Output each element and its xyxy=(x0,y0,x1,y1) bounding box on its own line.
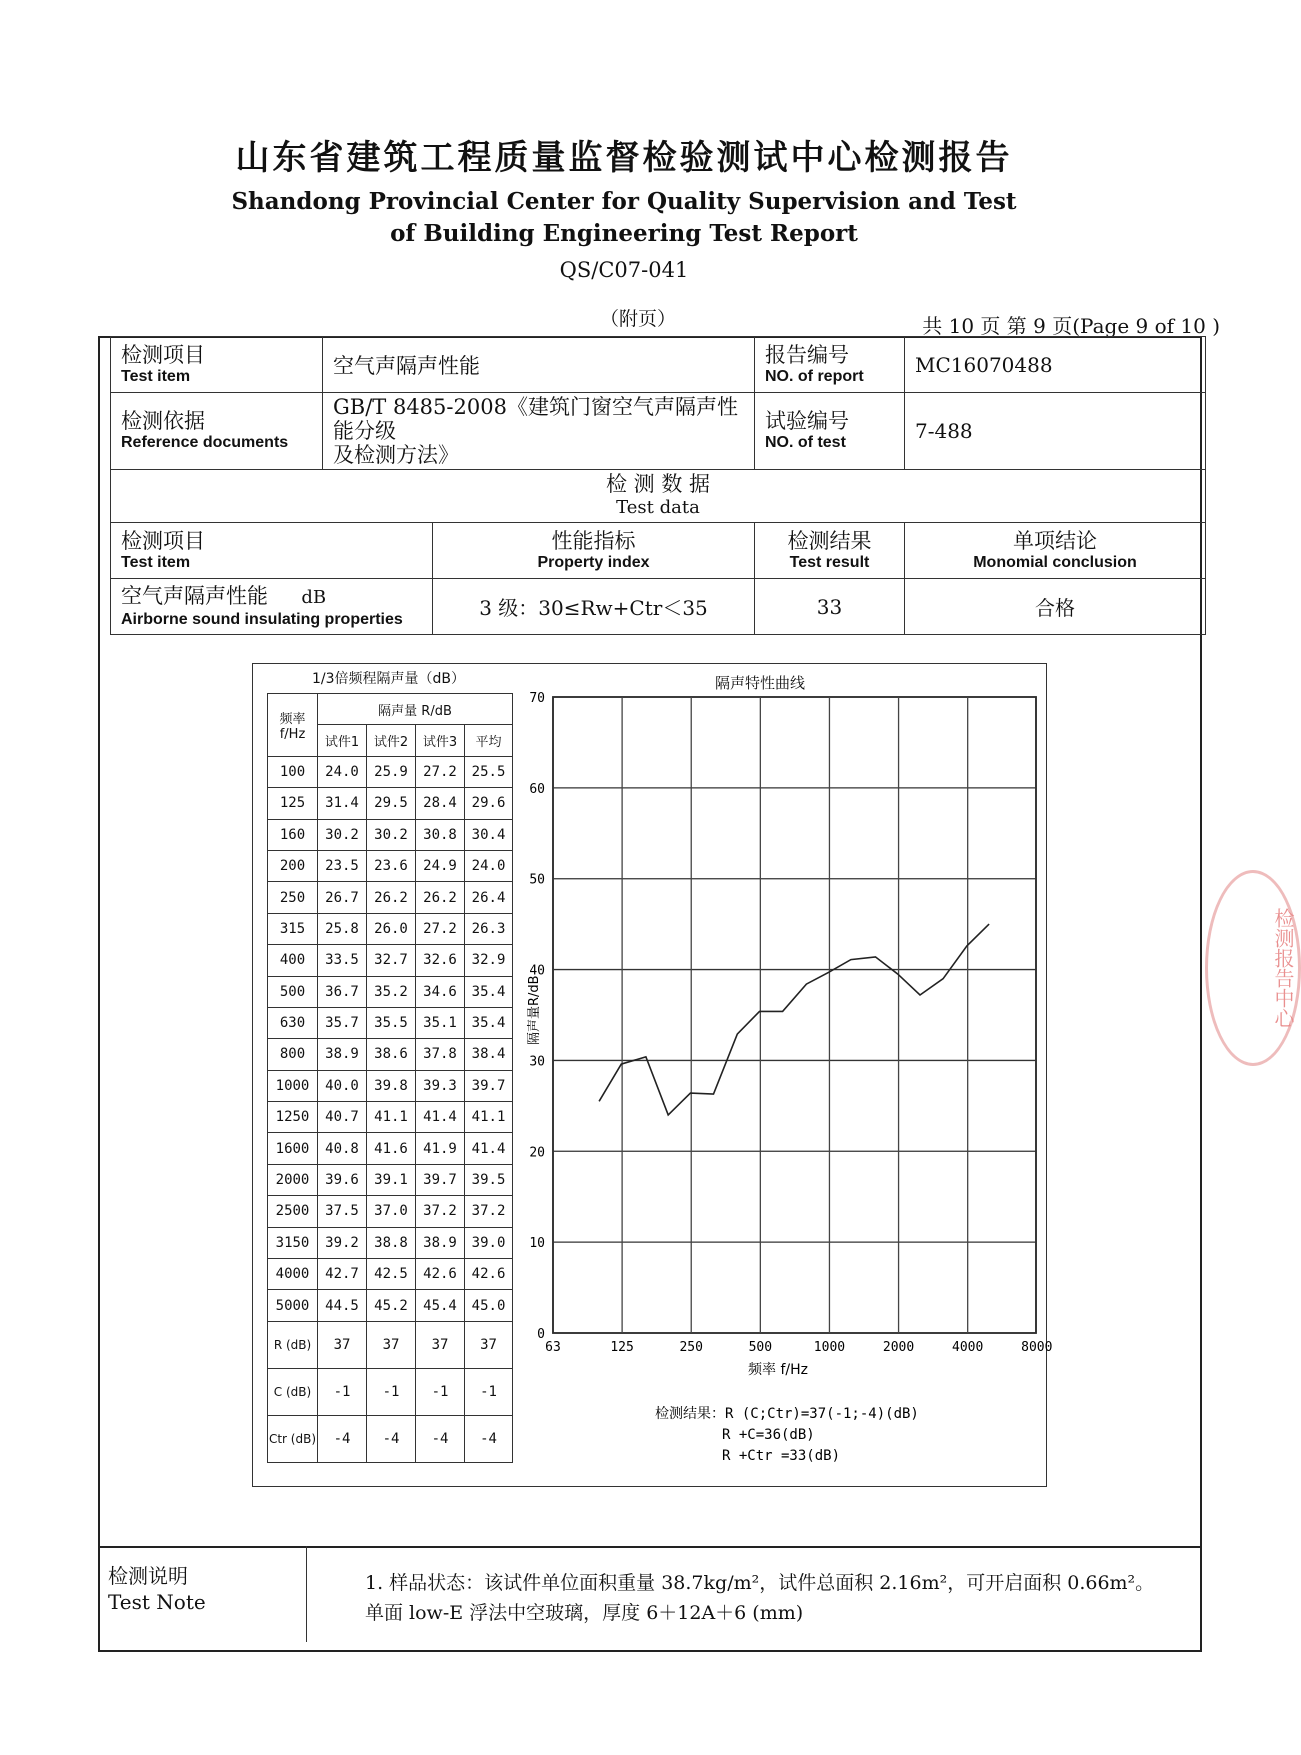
value-cell: 26.2 xyxy=(416,882,465,913)
value-cell: 35.1 xyxy=(416,1007,465,1038)
col-sample-1: 试件1 xyxy=(318,725,367,756)
value-cell: 39.7 xyxy=(416,1164,465,1195)
report-no-label: 报告编号 NO. of report xyxy=(755,337,905,393)
official-seal: 检测报告中心 xyxy=(1205,870,1301,1066)
value-cell: 40.8 xyxy=(318,1133,367,1164)
value-cell: 30.2 xyxy=(367,819,416,850)
value-cell: 35.4 xyxy=(465,1007,513,1038)
y-tick-label: 50 xyxy=(529,872,545,888)
value-cell: 41.9 xyxy=(416,1133,465,1164)
report-title-en-1: Shandong Provincial Center for Quality Supervision and Test xyxy=(231,188,1017,215)
x-tick-label: 8000 xyxy=(1021,1340,1053,1355)
summary-label: Ctr (dB) xyxy=(268,1415,318,1462)
x-tick-label: 500 xyxy=(748,1340,773,1355)
value-cell: 23.6 xyxy=(367,850,416,881)
frequency-cell: 5000 xyxy=(268,1290,318,1321)
reference-value: GB/T 8485-2008《建筑门窗空气声隔声性能分级 及检测方法》 xyxy=(323,393,755,470)
value-cell: 26.3 xyxy=(465,913,513,944)
y-tick-label: 60 xyxy=(529,781,545,797)
frequency-cell: 160 xyxy=(268,819,318,850)
value-cell: 26.7 xyxy=(318,882,367,913)
row-property-index: 3 级：30≤Rw+Ctr＜35 xyxy=(433,579,755,635)
value-cell: 34.6 xyxy=(416,976,465,1007)
summary-value: -4 xyxy=(318,1415,367,1462)
frequency-cell: 500 xyxy=(268,976,318,1007)
frequency-cell: 400 xyxy=(268,945,318,976)
frequency-cell: 800 xyxy=(268,1039,318,1070)
col-property-index: 性能指标 Property index xyxy=(433,523,755,579)
value-cell: 41.1 xyxy=(367,1102,416,1133)
summary-value: -4 xyxy=(465,1415,513,1462)
frequency-cell: 100 xyxy=(268,756,318,787)
value-cell: 37.5 xyxy=(318,1196,367,1227)
frequency-table-title: 1/3倍频程隔声量（dB） xyxy=(312,671,466,687)
summary-value: -1 xyxy=(318,1368,367,1415)
value-cell: 39.2 xyxy=(318,1227,367,1258)
x-axis-label: 频率 f/Hz xyxy=(748,1362,808,1378)
frequency-cell: 2000 xyxy=(268,1164,318,1195)
x-tick-label: 63 xyxy=(545,1340,561,1355)
col-insulation: 隔声量 R/dB xyxy=(318,694,513,725)
y-tick-label: 70 xyxy=(529,691,545,706)
value-cell: 24.0 xyxy=(465,850,513,881)
note-label: 检测说明 Test Note xyxy=(108,1564,206,1614)
value-cell: 30.2 xyxy=(318,819,367,850)
value-cell: 45.4 xyxy=(416,1290,465,1321)
x-tick-label: 1000 xyxy=(813,1340,846,1355)
summary-label: R (dB) xyxy=(268,1321,318,1368)
page-counter: 共 10 页 第 9 页(Page 9 of 10 ) xyxy=(922,314,1220,338)
chart-title: 隔声特性曲线 xyxy=(715,674,806,692)
note-text: 1. 样品状态：该试件单位面积重量 38.7kg/m²，试件总面积 2.16m²，可开启面积 0.66m²。 单面 low-E 浮法中空玻璃，厚度 6＋12A＋6 (mm) xyxy=(365,1572,1155,1624)
result-line-1: 检测结果：R (C;Ctr)=37(-1;-4)(dB) xyxy=(655,1406,919,1422)
y-tick-label: 0 xyxy=(537,1327,545,1342)
result-line-3: R +Ctr =33(dB) xyxy=(722,1448,841,1464)
row-conclusion: 合格 xyxy=(905,579,1206,635)
summary-value: -1 xyxy=(416,1368,465,1415)
row-test-result: 33 xyxy=(755,579,905,635)
value-cell: 26.4 xyxy=(465,882,513,913)
value-cell: 41.4 xyxy=(465,1133,513,1164)
value-cell: 37.8 xyxy=(416,1039,465,1070)
row-test-item: 空气声隔声性能 dB Airborne sound insulating properties xyxy=(111,579,433,635)
value-cell: 42.7 xyxy=(318,1259,367,1290)
report-title-en-2: of Building Engineering Test Report xyxy=(390,220,858,247)
value-cell: 35.7 xyxy=(318,1007,367,1038)
value-cell: 37.0 xyxy=(367,1196,416,1227)
value-cell: 39.7 xyxy=(465,1070,513,1101)
value-cell: 33.5 xyxy=(318,945,367,976)
value-cell: 27.2 xyxy=(416,756,465,787)
value-cell: 38.9 xyxy=(318,1039,367,1070)
value-cell: 39.8 xyxy=(367,1070,416,1101)
x-tick-label: 2000 xyxy=(882,1340,915,1355)
value-cell: 39.0 xyxy=(465,1227,513,1258)
value-cell: 28.4 xyxy=(416,788,465,819)
reference-label: 检测依据 Reference documents xyxy=(111,393,323,470)
col-test-item: 检测项目 Test item xyxy=(111,523,433,579)
value-cell: 32.6 xyxy=(416,945,465,976)
summary-value: 37 xyxy=(367,1321,416,1368)
value-cell: 38.9 xyxy=(416,1227,465,1258)
value-cell: 32.9 xyxy=(465,945,513,976)
value-cell: 42.5 xyxy=(367,1259,416,1290)
col-frequency: 频率 f/Hz xyxy=(268,694,318,757)
frequency-cell: 630 xyxy=(268,1007,318,1038)
y-tick-label: 10 xyxy=(529,1236,545,1252)
value-cell: 31.4 xyxy=(318,788,367,819)
test-item-value: 空气声隔声性能 xyxy=(323,337,755,393)
frequency-cell: 1250 xyxy=(268,1102,318,1133)
x-tick-label: 4000 xyxy=(952,1340,984,1355)
test-item-label: 检测项目 Test item xyxy=(111,337,323,393)
col-average: 平均 xyxy=(465,725,513,756)
value-cell: 40.7 xyxy=(318,1102,367,1133)
value-cell: 45.0 xyxy=(465,1290,513,1321)
insulation-curve xyxy=(599,924,989,1115)
frequency-cell: 250 xyxy=(268,882,318,913)
value-cell: 41.1 xyxy=(465,1102,513,1133)
summary-value: 37 xyxy=(318,1321,367,1368)
col-test-result: 检测结果 Test result xyxy=(755,523,905,579)
value-cell: 39.3 xyxy=(416,1070,465,1101)
value-cell: 40.0 xyxy=(318,1070,367,1101)
frequency-cell: 125 xyxy=(268,788,318,819)
value-cell: 38.8 xyxy=(367,1227,416,1258)
value-cell: 29.6 xyxy=(465,788,513,819)
value-cell: 24.9 xyxy=(416,850,465,881)
report-no-value: MC16070488 xyxy=(905,337,1206,393)
plot-border xyxy=(553,697,1036,1333)
summary-value: -1 xyxy=(465,1368,513,1415)
value-cell: 24.0 xyxy=(318,756,367,787)
form-code: QS/C07-041 xyxy=(559,258,689,282)
value-cell: 23.5 xyxy=(318,850,367,881)
value-cell: 41.4 xyxy=(416,1102,465,1133)
value-cell: 30.4 xyxy=(465,819,513,850)
summary-value: -1 xyxy=(367,1368,416,1415)
value-cell: 29.5 xyxy=(367,788,416,819)
y-tick-label: 20 xyxy=(529,1145,545,1161)
value-cell: 45.2 xyxy=(367,1290,416,1321)
frequency-cell: 315 xyxy=(268,913,318,944)
value-cell: 37.2 xyxy=(465,1196,513,1227)
test-no-label: 试验编号 NO. of test xyxy=(755,393,905,470)
y-tick-label: 30 xyxy=(529,1054,545,1070)
x-tick-label: 125 xyxy=(610,1340,634,1355)
value-cell: 35.2 xyxy=(367,976,416,1007)
summary-value: 37 xyxy=(465,1321,513,1368)
value-cell: 25.5 xyxy=(465,756,513,787)
value-cell: 39.1 xyxy=(367,1164,416,1195)
value-cell: 37.2 xyxy=(416,1196,465,1227)
summary-value: -4 xyxy=(367,1415,416,1462)
col-conclusion: 单项结论 Monomial conclusion xyxy=(905,523,1206,579)
value-cell: 38.4 xyxy=(465,1039,513,1070)
value-cell: 30.8 xyxy=(416,819,465,850)
col-sample-3: 试件3 xyxy=(416,725,465,756)
y-tick-label: 40 xyxy=(529,963,545,979)
value-cell: 35.4 xyxy=(465,976,513,1007)
x-tick-label: 250 xyxy=(679,1340,703,1355)
value-cell: 25.9 xyxy=(367,756,416,787)
frequency-cell: 2500 xyxy=(268,1196,318,1227)
test-no-value: 7-488 xyxy=(905,393,1206,470)
value-cell: 26.2 xyxy=(367,882,416,913)
value-cell: 38.6 xyxy=(367,1039,416,1070)
value-cell: 42.6 xyxy=(465,1259,513,1290)
summary-label: C (dB) xyxy=(268,1368,318,1415)
note-divider xyxy=(306,1546,307,1642)
appendix-label: （附页） xyxy=(600,308,677,330)
col-sample-2: 试件2 xyxy=(367,725,416,756)
value-cell: 39.5 xyxy=(465,1164,513,1195)
value-cell: 39.6 xyxy=(318,1164,367,1195)
value-cell: 41.6 xyxy=(367,1133,416,1164)
frequency-cell: 200 xyxy=(268,850,318,881)
value-cell: 35.5 xyxy=(367,1007,416,1038)
value-cell: 25.8 xyxy=(318,913,367,944)
value-cell: 32.7 xyxy=(367,945,416,976)
result-line-2: R +C=36(dB) xyxy=(722,1427,815,1443)
value-cell: 26.0 xyxy=(367,913,416,944)
frequency-cell: 3150 xyxy=(268,1227,318,1258)
value-cell: 42.6 xyxy=(416,1259,465,1290)
summary-value: -4 xyxy=(416,1415,465,1462)
summary-value: 37 xyxy=(416,1321,465,1368)
report-title-cn: 山东省建筑工程质量监督检验测试中心检测报告 xyxy=(235,138,1013,178)
frequency-cell: 1000 xyxy=(268,1070,318,1101)
test-data-heading: 检 测 数 据 Test data xyxy=(111,470,1206,523)
y-axis-label: 隔声量R/dB xyxy=(527,975,542,1045)
value-cell: 36.7 xyxy=(318,976,367,1007)
frequency-cell: 1600 xyxy=(268,1133,318,1164)
frequency-cell: 4000 xyxy=(268,1259,318,1290)
value-cell: 44.5 xyxy=(318,1290,367,1321)
value-cell: 27.2 xyxy=(416,913,465,944)
